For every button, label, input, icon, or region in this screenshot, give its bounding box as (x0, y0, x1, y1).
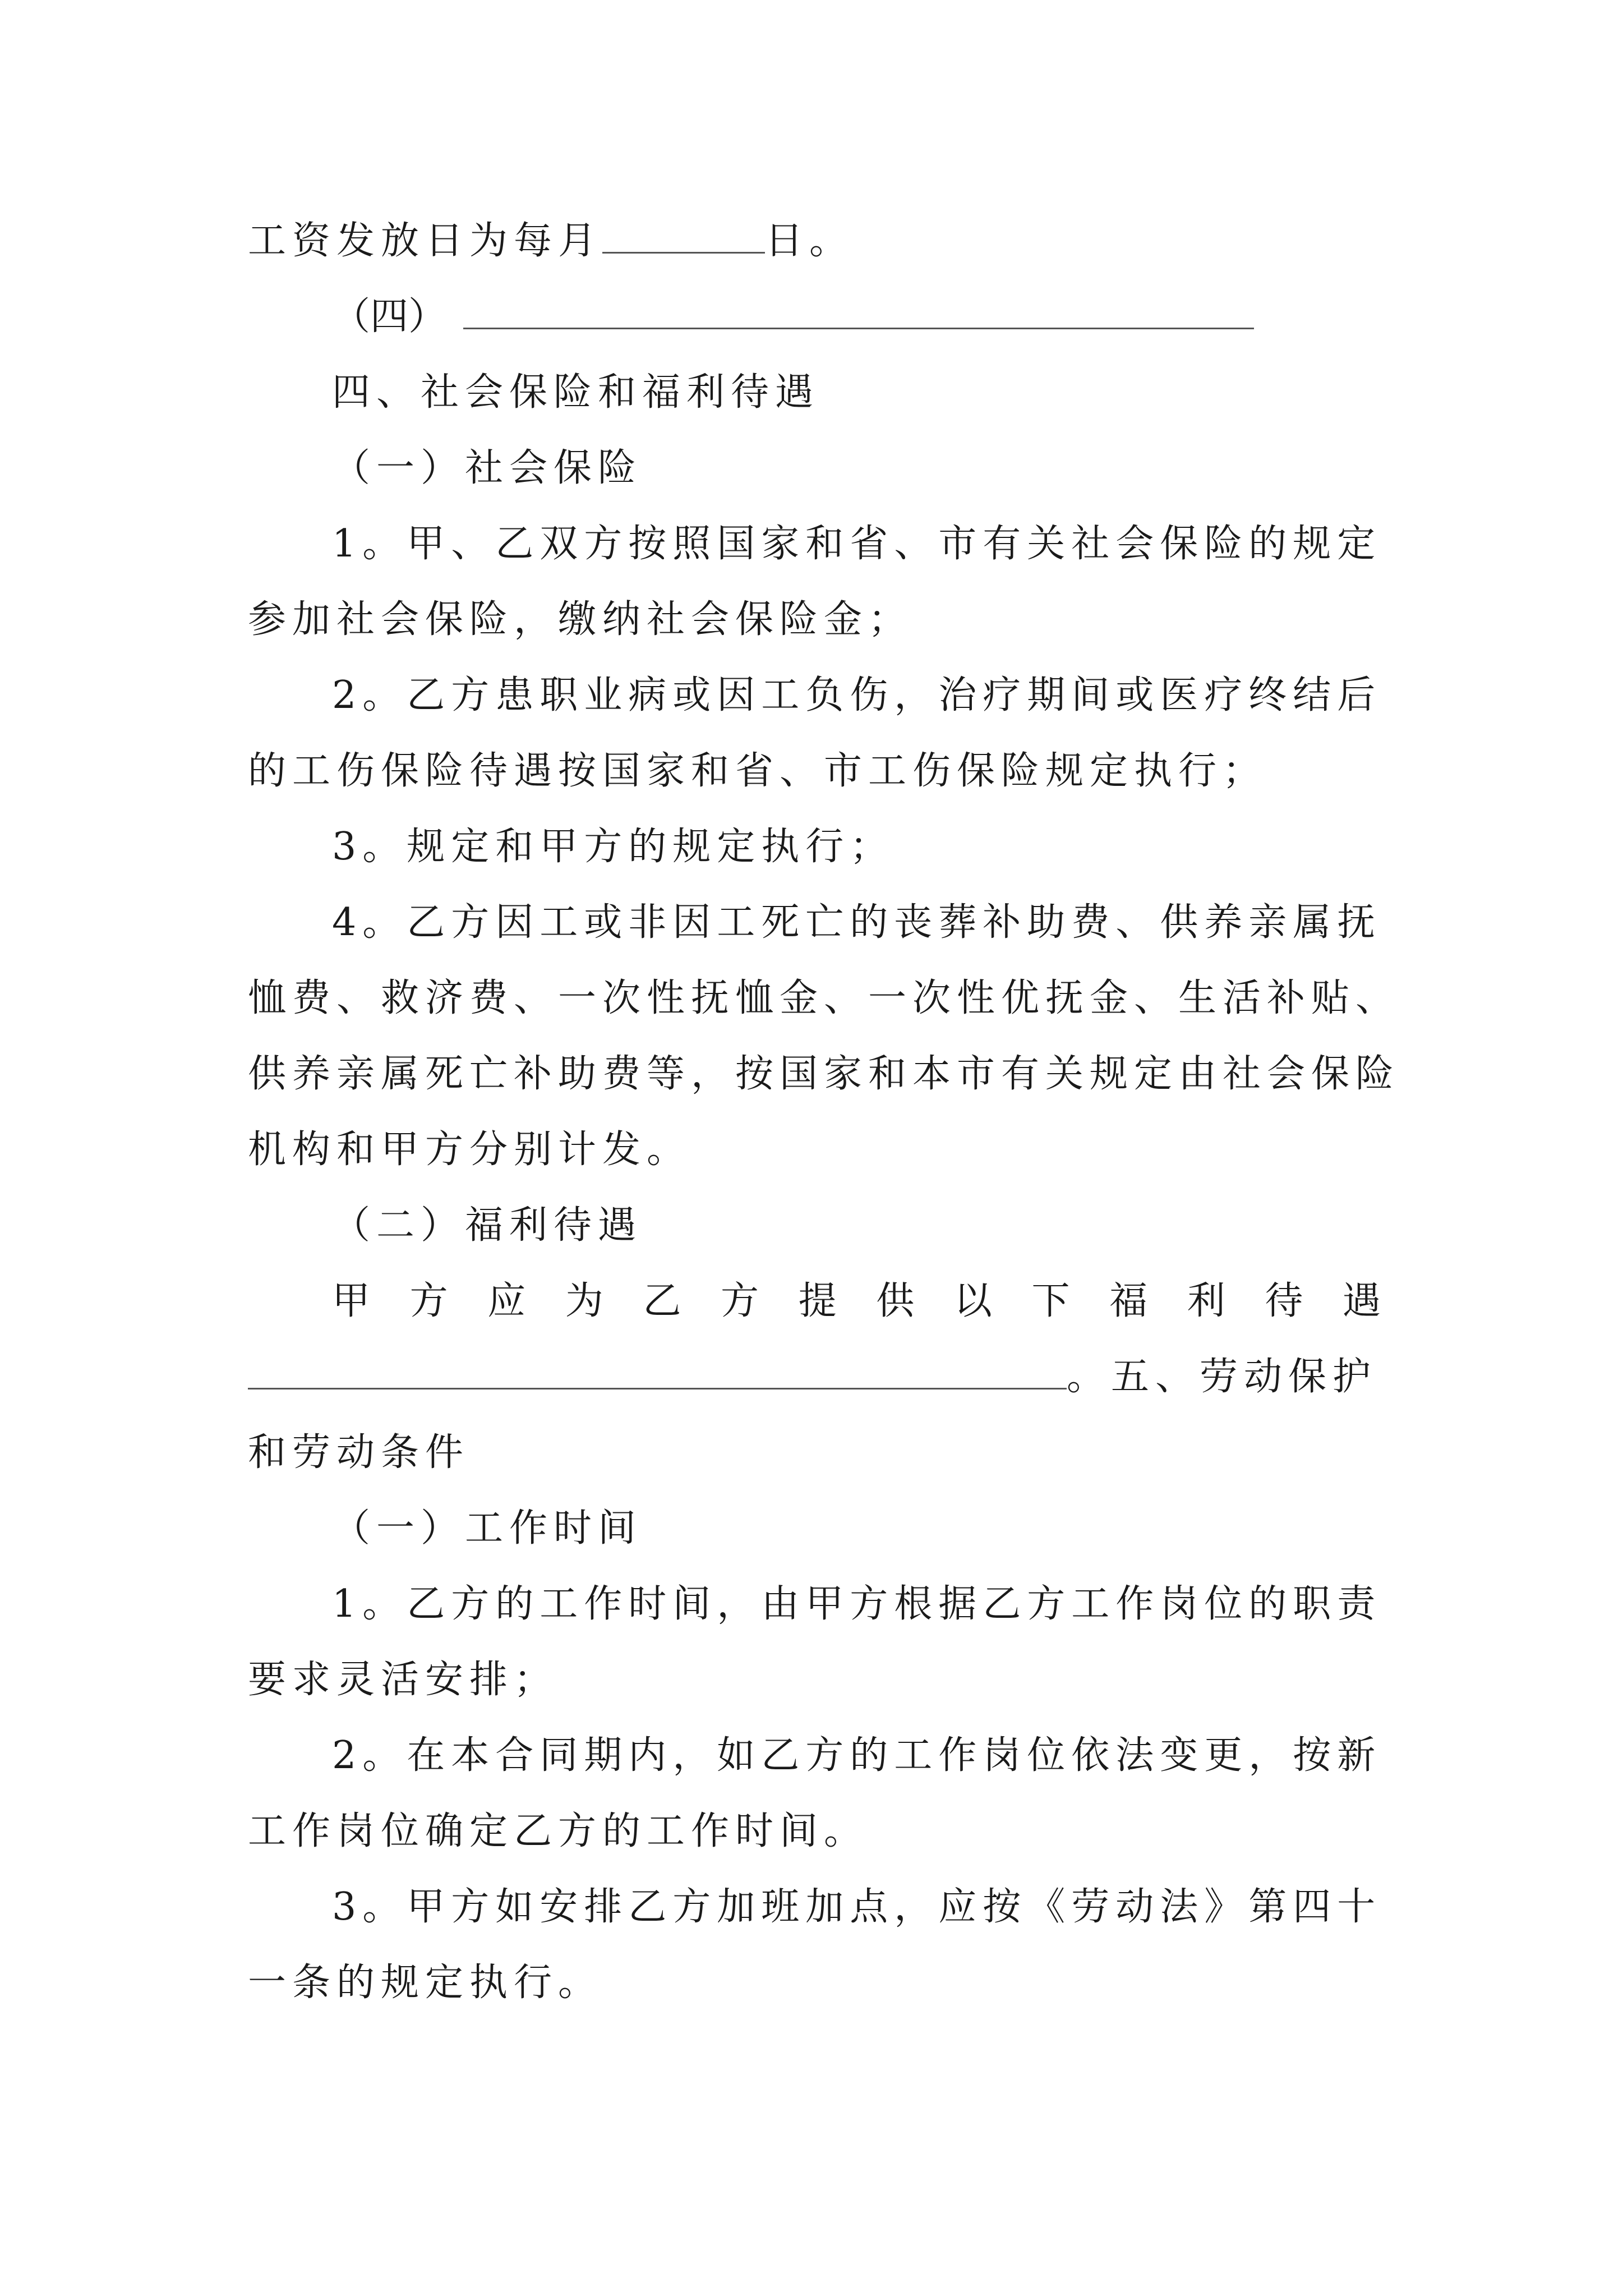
justified-char: 方 (409, 1279, 448, 1323)
section-heading: 四、社会保险和福利待遇 (332, 370, 820, 415)
paragraph-line: 要求灵活安排； (248, 1658, 559, 1702)
paragraph-line: 2。乙方患职业病或因工负伤，治疗期间或医疗终结后 (332, 673, 1382, 717)
blank-field (463, 293, 1254, 329)
justified-char: 下 (1031, 1279, 1070, 1323)
paragraph-line: 1。乙方的工作时间，由甲方根据乙方工作岗位的职责 (332, 1582, 1382, 1626)
subsection-heading: （二）福利待遇 (332, 1203, 643, 1248)
line-item-4: （四） (332, 286, 1254, 348)
paragraph-line: 参加社会保险，缴纳社会保险金； (248, 597, 913, 642)
paragraph-line: 3。甲方如安排乙方加班加点，应按《劳动法》第四十 (332, 1885, 1382, 1929)
subsection-heading: （一）社会保险 (332, 446, 643, 490)
paragraph-line: 恤费、救济费、一次性抚恤金、一次性优抚金、生活补贴、 (248, 976, 1400, 1020)
line-payday: 工资发放日为每月 日。 (248, 210, 854, 272)
paragraph-line: 供养亲属死亡补助费等，按国家和本市有关规定由社会保险 (248, 1052, 1400, 1096)
paragraph-line-justified (332, 1271, 1381, 1332)
justified-char: 方 (721, 1279, 759, 1323)
paragraph-line: 3。规定和甲方的规定执行； (332, 825, 895, 869)
paragraph-line: 机构和甲方分别计发。 (248, 1128, 691, 1172)
paragraph-line: 工作岗位确定乙方的工作时间。 (248, 1809, 869, 1853)
justified-char: 甲 (332, 1279, 371, 1323)
paragraph-line: 4。乙方因工或非因工死亡的丧葬补助费、供养亲属抚 (332, 900, 1382, 945)
justified-char: 乙 (643, 1279, 681, 1323)
paragraph-line: 2。在本合同期内，如乙方的工作岗位依法变更，按新 (332, 1733, 1382, 1778)
paragraph-line: 1。甲、乙双方按照国家和省、市有关社会保险的规定 (332, 522, 1382, 566)
justified-char: 供 (876, 1279, 915, 1323)
justified-char: 遇 (1342, 1279, 1381, 1323)
section-heading: 和劳动条件 (248, 1430, 470, 1475)
justified-char: 以 (953, 1279, 992, 1323)
justified-char: 利 (1187, 1279, 1225, 1323)
justified-char: 为 (565, 1279, 603, 1323)
justified-char: 待 (1265, 1279, 1303, 1323)
justified-char: 提 (798, 1279, 837, 1323)
paragraph-line: 一条的规定执行。 (248, 1961, 603, 2005)
justified-char: 应 (487, 1279, 526, 1323)
paragraph-line: 的工伤保险待遇按国家和省、市工伤保险规定执行； (248, 749, 1267, 793)
justified-char: 福 (1109, 1279, 1148, 1323)
line-blank-and-heading: 。五、劳动保护 (248, 1346, 1377, 1408)
blank-field (602, 217, 765, 254)
subsection-heading: （一）工作时间 (332, 1506, 643, 1550)
blank-field (248, 1353, 1067, 1389)
